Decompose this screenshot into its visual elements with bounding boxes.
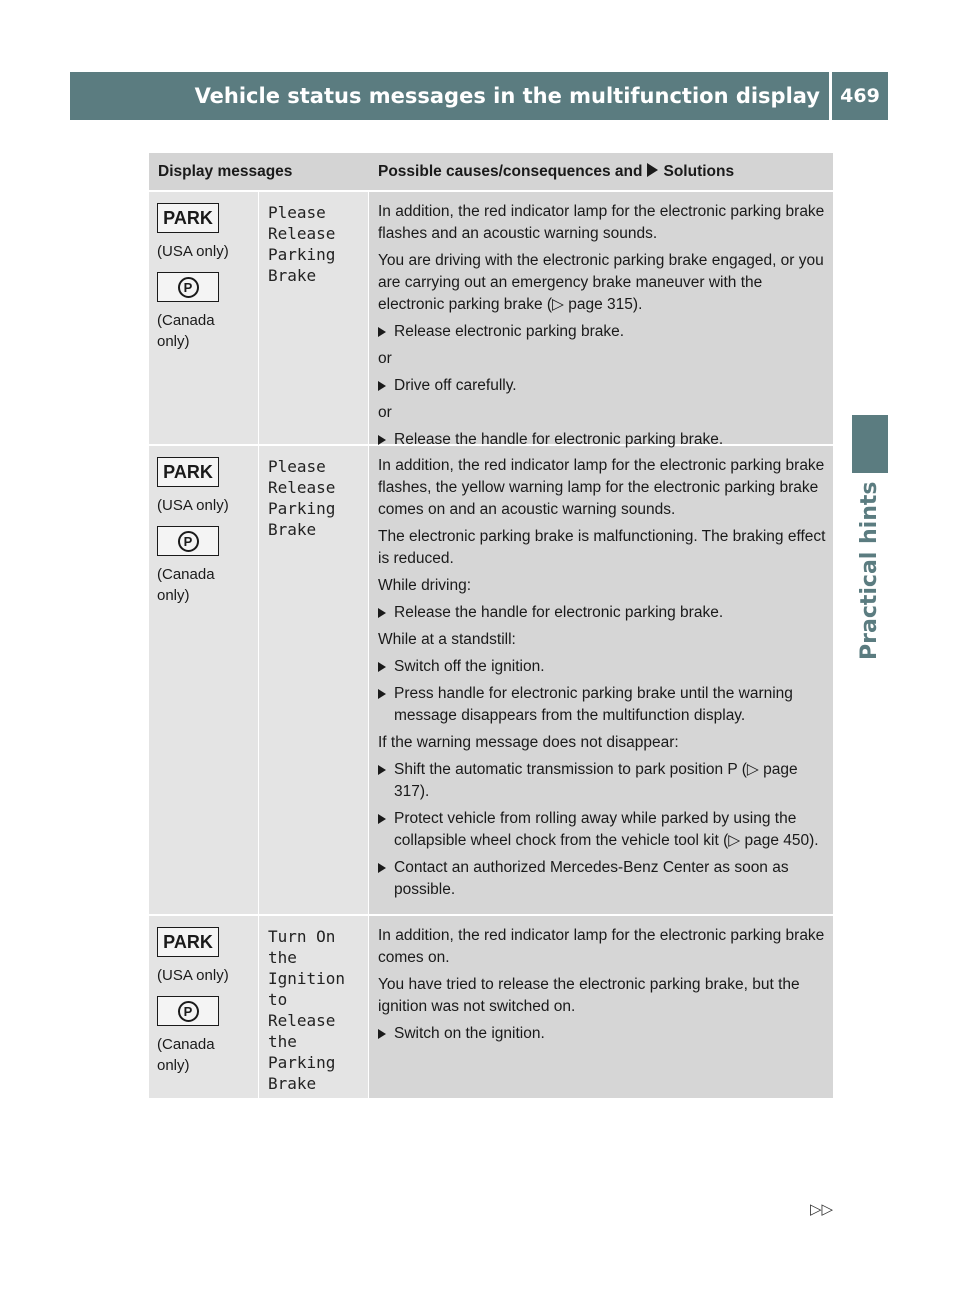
step-item: Contact an authorized Mercedes-Benz Center as soon as possible. [378,857,829,901]
or-text: or [378,404,392,421]
canada-label: (Canada only) [157,1036,215,1074]
continue-arrows-icon: ▷▷ [810,1201,834,1218]
icon-cell [149,446,259,914]
parking-brake-icon [157,526,219,556]
parking-brake-icon [157,272,219,302]
col-header-causes-text: Possible causes/consequences and [378,162,643,180]
park-icon-text: PARK [163,207,213,228]
park-icon-text: PARK [163,931,213,952]
paragraph: In addition, the red indicator lamp for the electronic parking brake flashes and an acoustic warning sounds. [378,203,825,242]
park-icon [157,927,219,957]
step-item: Protect vehicle from rolling away while parked by using the collapsible wheel chock from the vehicle tool kit (▷ page 450). [378,808,829,852]
play-arrow-icon [647,163,658,177]
col-header-causes [369,163,833,181]
park-icon [157,457,219,487]
step-item: Press handle for electronic parking brake until the warning message disappears from the multifunction display. [378,683,829,727]
parking-brake-icon-text: P [183,533,193,549]
paragraph: In addition, the red indicator lamp for the electronic parking brake comes on. [378,927,825,966]
display-message: Please Release Parking Brake [259,446,369,914]
canada-label: (Canada only) [157,566,215,604]
usa-label: (USA only) [157,967,229,984]
park-icon-text: PARK [163,461,213,482]
paragraph: In addition, the red indicator lamp for the electronic parking brake flashes, the yellow warning lamp for the electronic parking brake comes on and an acoustic warning sounds. [378,457,825,518]
side-tab-label: Practical hints [857,481,882,660]
usa-label: (USA only) [157,497,229,514]
solution-cell [369,916,833,1098]
paragraph: You have tried to release the electronic parking brake, but the ignition was not switched on. [378,976,800,1015]
paragraph: You are driving with the electronic parking brake engaged, or you are carrying out an emergency brake maneuver with the electronic parking brake (▷ page 315). [378,252,824,313]
table-row [149,444,833,914]
page-title: Vehicle status messages in the multifunction display [194,84,820,108]
paragraph: The electronic parking brake is malfunctioning. The braking effect is reduced. [378,528,826,567]
col-header-solutions-text: Solutions [663,162,735,180]
icon-cell [149,916,259,1098]
icon-cell [149,192,259,444]
table-row [149,914,833,1098]
solution-cell [369,192,833,448]
canada-label: (Canada only) [157,312,215,350]
step-item: Switch off the ignition. [378,656,829,678]
park-icon [157,203,219,233]
table-row [149,190,833,448]
paragraph: If the warning message does not disappear: [378,734,679,751]
step-item: Release electronic parking brake. [378,321,829,343]
col-header-display-messages: Display messages [158,162,293,180]
parking-brake-icon-text: P [183,1003,193,1019]
step-item: Release the handle for electronic parking brake. [378,429,829,451]
display-message: Please Release Parking Brake [259,192,369,444]
step-item: Shift the automatic transmission to park position P (▷ page 317). [378,759,829,803]
parking-brake-icon-text: P [183,279,193,295]
paragraph: While at a standstill: [378,631,516,648]
paragraph: While driving: [378,577,472,594]
display-message: Turn On the Ignition to Release the Parking Brake [259,916,369,1098]
usa-label: (USA only) [157,243,229,260]
step-item: Release the handle for electronic parking brake. [378,602,829,624]
status-messages-table [149,153,833,1098]
or-text: or [378,350,392,367]
step-item: Drive off carefully. [378,375,829,397]
step-item: Switch on the ignition. [378,1023,829,1045]
table-header [149,153,833,190]
solution-cell [369,446,833,914]
page-number: 469 [840,85,880,107]
side-tab-block [852,415,888,473]
parking-brake-icon [157,996,219,1026]
